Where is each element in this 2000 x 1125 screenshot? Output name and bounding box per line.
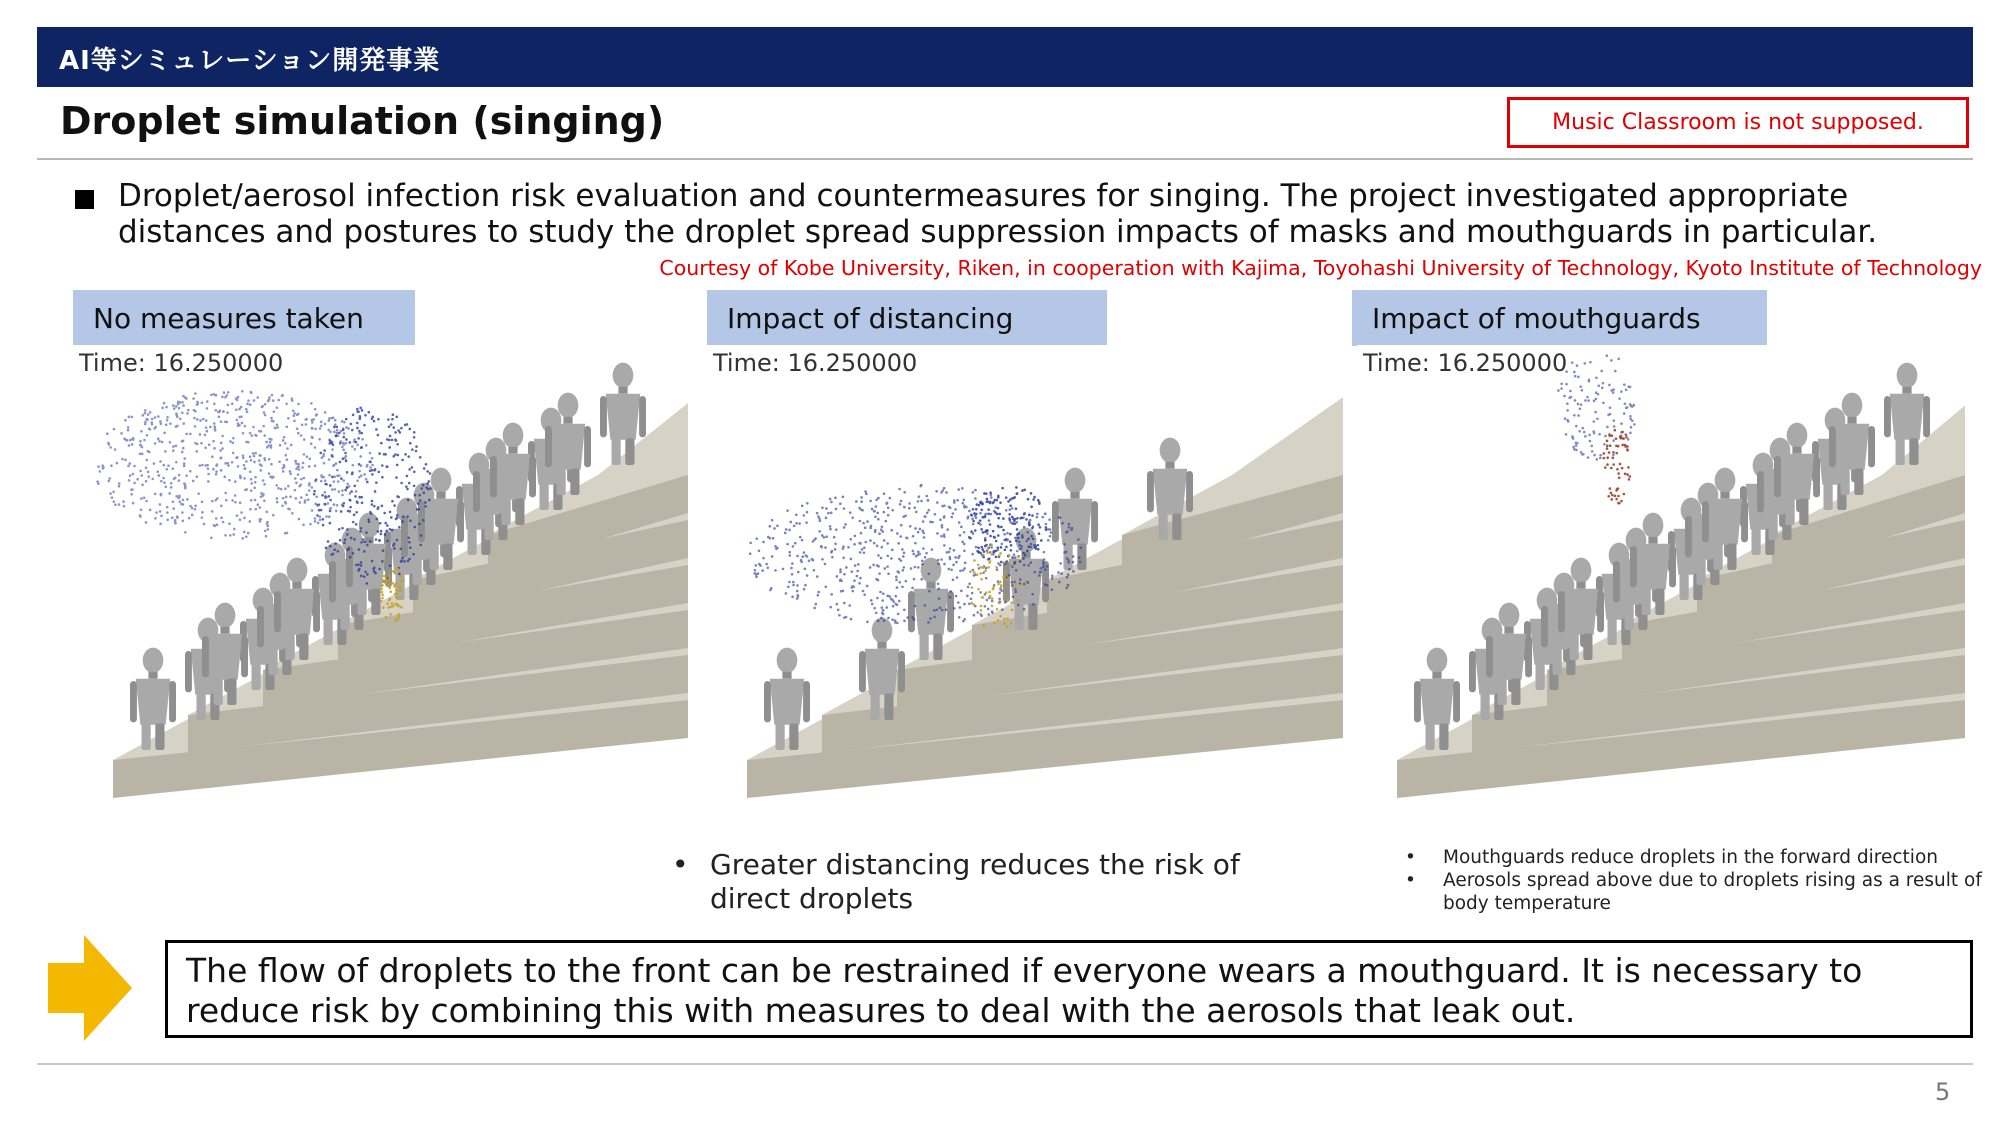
- title-divider: [37, 158, 1973, 160]
- conclusion-text: The flow of droplets to the front can be restrained if everyone wears a mouthguard. It is necessary to reduce risk by combining this with measures to deal with the aerosols that leak out.: [186, 951, 1863, 1030]
- panel-label-text: No measures taken: [93, 302, 364, 335]
- caption-list-mouthguards: [1405, 846, 2000, 915]
- note-box: [1507, 97, 1969, 148]
- panel-label-no-measures: [73, 290, 415, 346]
- caption-item: • Greater distancing reduces the risk of direct droplets: [672, 848, 1240, 915]
- sim-time-readout: Time: 16.250000: [713, 349, 918, 377]
- simulation-image-distancing: [707, 345, 1343, 830]
- bullet-dot-icon: •: [1405, 870, 1416, 891]
- caption-list-distancing: [672, 848, 1312, 916]
- note-text: Music Classroom is not supposed.: [1552, 110, 1924, 135]
- caption-item: • Mouthguards reduce droplets in the forward direction: [1405, 847, 1938, 868]
- arrow-right-icon: [48, 935, 132, 1041]
- slide-title: Droplet simulation (singing): [60, 99, 665, 143]
- sim-time-readout: Time: 16.250000: [1363, 349, 1568, 377]
- page-number: 5: [1935, 1078, 1951, 1106]
- simulation-image-mouthguards: [1357, 345, 1965, 830]
- bullet-dot-icon: •: [672, 848, 689, 881]
- sim-time-readout: Time: 16.250000: [79, 349, 284, 377]
- panel-label-distancing: [707, 290, 1107, 346]
- footer-divider: [37, 1063, 1973, 1065]
- panel-label-mouthguards: [1352, 290, 1767, 346]
- simulation-image-no-measures: [73, 345, 688, 830]
- panel-label-text: Impact of distancing: [727, 302, 1014, 335]
- bullet-dot-icon: •: [1405, 847, 1416, 868]
- conclusion-box: [165, 940, 1973, 1038]
- courtesy-text: Courtesy of Kobe University, Riken, in cooperation with Kajima, Toyohashi University of Technology, Kyoto Institute of Technology: [659, 256, 1982, 280]
- bullet-square-icon: [75, 190, 94, 209]
- intro-text: Droplet/aerosol infection risk evaluation and countermeasures for singing. The project investigated appropriate distances and postures to study the droplet spread suppression impacts of masks and mouthguards in particular.: [118, 178, 1878, 250]
- panel-label-text: Impact of mouthguards: [1372, 302, 1701, 335]
- header-bar: [37, 27, 1973, 87]
- header-title: AI等シミュレーション開発事業: [59, 46, 441, 76]
- caption-item: • Aerosols spread above due to droplets rising as a result of body temperature: [1405, 870, 1982, 914]
